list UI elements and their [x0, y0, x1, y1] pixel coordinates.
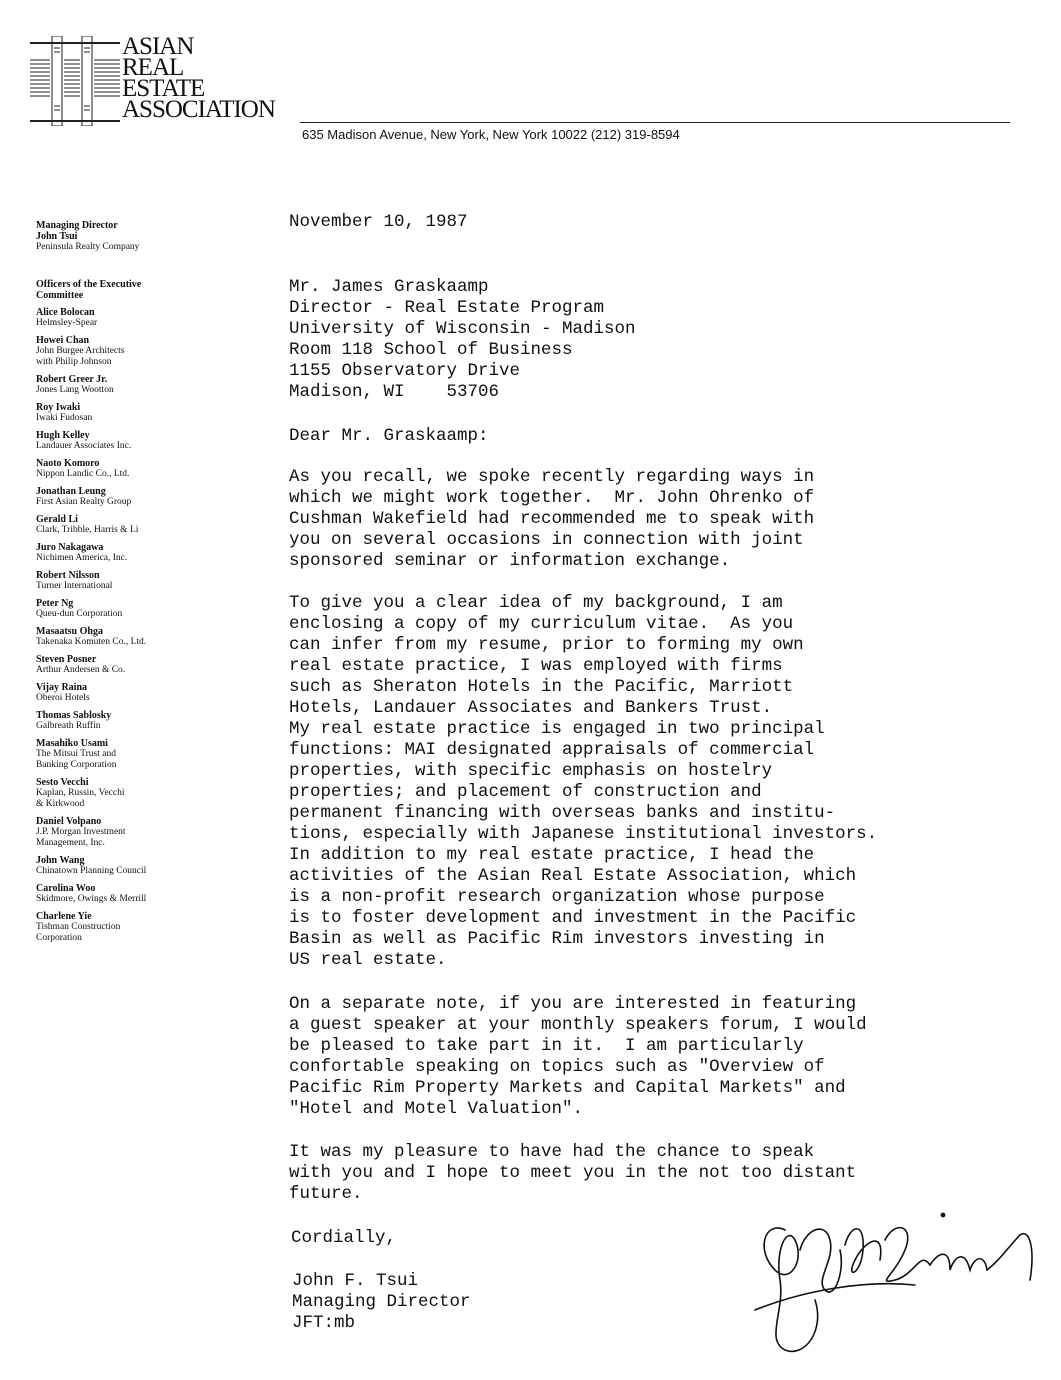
- org-name: [122, 33, 275, 123]
- letterhead-address: 635 Madison Avenue, New York, New York 10022 (212) 319-8594: [302, 127, 680, 142]
- org-name-line: REAL: [122, 54, 184, 81]
- officer-name: Alice Bolocan: [36, 307, 95, 318]
- officer-company: Jones Lang Wootton: [36, 385, 114, 395]
- officer-company: The Mitsui Trust and Banking Corporation: [36, 749, 117, 770]
- officer-entry: [36, 710, 226, 732]
- officer-entry: [36, 883, 226, 905]
- officer-name: Peter Ng: [36, 598, 74, 609]
- officer-name: Carolina Woo: [36, 883, 96, 894]
- officer-name: Steven Posner: [36, 654, 97, 665]
- officer-entry: [36, 486, 226, 508]
- officer-entry: [36, 598, 226, 620]
- officer-name: Roy Iwaki: [36, 402, 81, 413]
- officer-entry: [36, 335, 226, 368]
- officer-entry: [36, 855, 226, 877]
- officer-company: Turner International: [36, 581, 113, 591]
- letter-date: November 10, 1987: [289, 212, 468, 232]
- body-paragraph-2: To give you a clear idea of my background, I am enclosing a copy of my curriculum vitae. As you can infer from my resume, prior to forming my own real estate practice, I was employed with firms such as Sheraton Hotels in the Pacific, Marriott Hotels, Landauer Associates and Bankers Trust. My real estate practice is engaged in two principal functions: MAI designated appraisals of commercial properties, with specific emphasis on hostelry properties; and placement of construction and permanent financing with overseas banks and institu- tions, especially with Japanese institutional investors. In addition to my real estate practice, I head the activities of the Asian Real Estate Association, which is a non-profit research organization whose purpose is to foster development and investment in the Pacific Basin as well as Pacific Rim investors investing in US real estate.: [289, 593, 878, 970]
- handwritten-signature-icon: [745, 1190, 1045, 1360]
- officer-company: Skidmore, Owings & Merrill: [36, 894, 147, 904]
- officers-heading-block: [36, 279, 226, 301]
- officer-entry: [36, 626, 226, 648]
- officer-entry: [36, 777, 226, 810]
- officer-name: Daniel Volpano: [36, 816, 102, 827]
- sidebar-officers: [36, 220, 226, 950]
- officer-name: John Wang: [36, 855, 85, 866]
- managing-director-block: [36, 220, 226, 253]
- officer-name: Naoto Komoro: [36, 458, 100, 469]
- officer-name: Masahiko Usami: [36, 738, 108, 749]
- officer-name: Masaatsu Ohga: [36, 626, 103, 637]
- officer-entry: [36, 738, 226, 771]
- officer-company: Clark, Tribble, Harris & Li: [36, 525, 139, 535]
- officer-entry: [36, 816, 226, 849]
- officer-entry: [36, 402, 226, 424]
- managing-director-name: John Tsui: [36, 231, 78, 242]
- officer-company: Nichimen America, Inc.: [36, 553, 128, 563]
- officer-company: Queu-dun Corporation: [36, 609, 123, 619]
- officer-company: Arthur Andersen & Co.: [36, 665, 126, 675]
- officer-entry: [36, 458, 226, 480]
- officers-heading: Officers of the Executive Committee: [36, 279, 142, 301]
- officer-company: Nippon Landic Co., Ltd.: [36, 469, 130, 479]
- officer-company: J.P. Morgan Investment Management, Inc.: [36, 827, 126, 848]
- signer-block: John F. Tsui Managing Director JFT:mb: [292, 1271, 471, 1333]
- closing: Cordially,: [291, 1228, 397, 1248]
- sidebar-spacer: [36, 259, 226, 279]
- org-name-line: ESTATE: [122, 75, 205, 102]
- body-paragraph-1: As you recall, we spoke recently regarding ways in which we might work together. Mr. John Ohrenko of Cushman Wakefield had recommended me to speak with you on several occasions in connection with joint sponsored seminar or information exchange.: [289, 467, 815, 571]
- body-paragraph-3: On a separate note, if you are interested in featuring a guest speaker at your monthly speakers forum, I would be pleased to take part in it. I am particularly confortable speaking on topics such as "Overview of Pacific Rim Property Markets and Capital Markets" and "Hotel and Motel Valuation".: [289, 994, 867, 1119]
- officer-name: Sesto Vecchi: [36, 777, 89, 788]
- officer-name: Robert Nilsson: [36, 570, 100, 581]
- association-logo-mark-icon: [30, 36, 125, 126]
- recipient-address: Mr. James Graskaamp Director - Real Estate Program University of Wisconsin - Madison Room 118 School of Business 1155 Observatory Drive Madison, WI 53706: [289, 277, 636, 402]
- letterhead-divider: [300, 122, 1010, 123]
- officer-company: Tishman Construction Corporation: [36, 922, 121, 943]
- officer-name: Hugh Kelley: [36, 430, 90, 441]
- body-paragraph-4: It was my pleasure to have had the chance to speak with you and I hope to meet you in the not too distant future.: [289, 1142, 857, 1204]
- letterhead-logo: [30, 33, 310, 126]
- officer-company: Takenaka Komuten Co., Ltd.: [36, 637, 147, 647]
- org-name-line: ASIAN: [122, 33, 194, 60]
- officer-company: Oberoi Hotels: [36, 693, 90, 703]
- officer-name: Gerald Li: [36, 514, 78, 525]
- officers-list: [36, 307, 226, 944]
- officer-name: Charlene Yie: [36, 911, 92, 922]
- managing-director-company: Peninsula Realty Company: [36, 242, 140, 252]
- officer-entry: [36, 911, 226, 944]
- officer-name: Howei Chan: [36, 335, 90, 346]
- salutation: Dear Mr. Graskaamp:: [289, 426, 489, 446]
- officer-company: Galbreath Ruffin: [36, 721, 101, 731]
- officer-company: Chinatown Planning Council: [36, 866, 147, 876]
- officer-entry: [36, 542, 226, 564]
- officer-company: Kaplan, Russin, Vecchi & Kirkwood: [36, 788, 125, 809]
- officer-entry: [36, 307, 226, 329]
- officer-company: John Burgee Architects with Philip Johnson: [36, 346, 125, 367]
- officer-entry: [36, 430, 226, 452]
- officer-name: Vijay Raina: [36, 682, 88, 693]
- officer-company: Iwaki Fudosan: [36, 413, 93, 423]
- officer-company: Helmsley-Spear: [36, 318, 98, 328]
- officer-entry: [36, 682, 226, 704]
- managing-director-heading: Managing Director: [36, 220, 118, 231]
- officer-name: Juro Nakagawa: [36, 542, 104, 553]
- officer-entry: [36, 654, 226, 676]
- officer-name: Jonathan Leung: [36, 486, 106, 497]
- officer-company: First Asian Realty Group: [36, 497, 132, 507]
- officer-entry: [36, 374, 226, 396]
- officer-name: Robert Greer Jr.: [36, 374, 108, 385]
- officer-company: Landauer Associates Inc.: [36, 441, 132, 451]
- org-name-line: ASSOCIATION: [122, 96, 275, 123]
- officer-entry: [36, 514, 226, 536]
- officer-entry: [36, 570, 226, 592]
- officer-name: Thomas Sablosky: [36, 710, 112, 721]
